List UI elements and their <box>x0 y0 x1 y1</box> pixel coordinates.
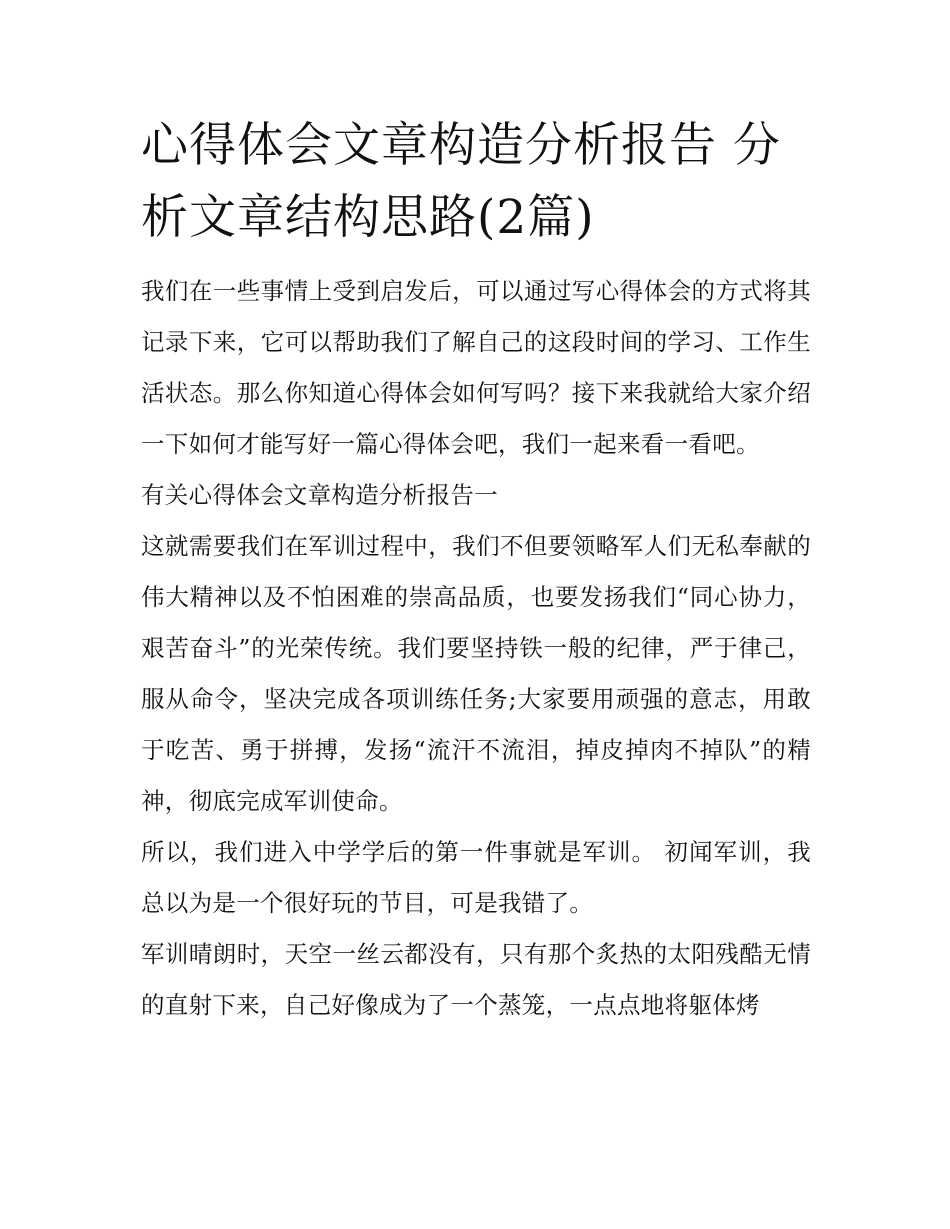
document-body <box>141 110 811 1031</box>
section-heading: 有关心得体会文章构造分析报告一 <box>141 481 498 509</box>
body-paragraph: 这就需要我们在军训过程中，我们不但要领略军人们无私奉献的伟大精神以及不怕困难的崇高品质，也要发扬我们“同心协力，艰苦奋斗”的光荣传统。我们要坚持铁一般的纪律，严于律己，服从命令，坚决完成各项训练任务;大家要用顽强的意志，用敢于吃苦、勇于拼搏，发扬“流汗不流泪，掉皮掉肉不掉队”的精神，彻底完成军训使命。 <box>141 532 811 815</box>
intro-paragraph: 我们在一些事情上受到启发后，可以通过写心得体会的方式将其记录下来，它可以帮助我们了解自己的这段时间的学习、工作生活状态。那么你知道心得体会如何写吗？接下来我就给大家介绍一下如何才能写好一篇心得体会吧，我们一起来看一看吧。 <box>141 277 811 458</box>
body-paragraph: 军训晴朗时，天空一丝云都没有，只有那个炙热的太阳残酷无情的直射下来，自己好像成为了一个蒸笼，一点点地将躯体烤 <box>141 940 811 1019</box>
document-title: 心得体会文章构造分析报告 分析文章结构思路(2篇) <box>141 118 781 245</box>
body-paragraph: 所以，我们进入中学学后的第一件事就是军训。 初闻军训，我总以为是一个很好玩的节目，可是我错了。 <box>141 838 811 917</box>
